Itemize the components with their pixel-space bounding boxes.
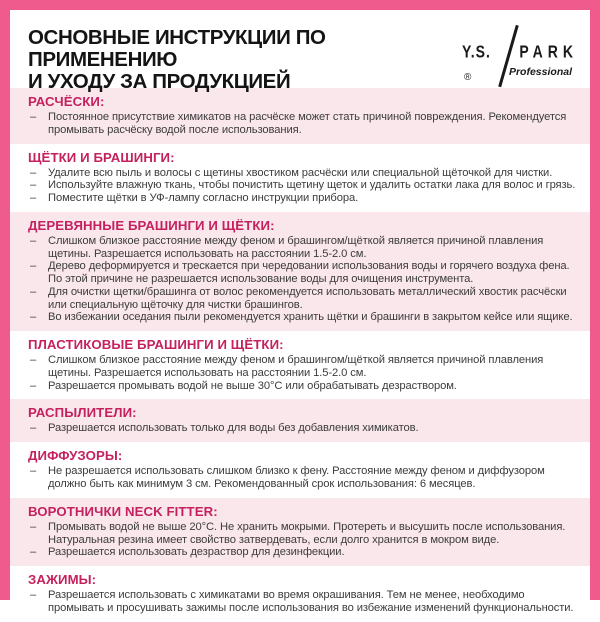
bullet-dash: –: [30, 111, 37, 123]
bullet-dash: –: [30, 166, 37, 179]
logo-ys-text: Y.S.: [462, 41, 491, 61]
bullet-dash: –: [30, 465, 37, 478]
bullet-dash: –: [30, 234, 37, 247]
section-heading: ДИФФУЗОРЫ:: [28, 448, 123, 464]
bullet-dash: –: [30, 285, 37, 298]
section-items: [28, 235, 576, 324]
section: [10, 566, 590, 622]
bullet-dash: –: [30, 589, 37, 602]
list-item-text: Разрешается промывать водой не выше 30°C или обрабатывать дезраствором.: [48, 379, 457, 392]
list-item: [28, 260, 576, 286]
section-items: [28, 589, 576, 615]
list-item-text: Слишком близкое расстояние между феном и брашингом/щёткой является причиной плавления щетины. Разрешается использовать на расстоянии 1.5-2.0 см.: [48, 354, 544, 379]
section-heading: РАСЧЁСКИ:: [28, 94, 105, 109]
list-item: [28, 521, 576, 547]
list-item-text: Разрешается использовать только для воды без добавления химикатов.: [48, 422, 419, 435]
sections: [10, 88, 590, 622]
ys-park-logo: [462, 25, 578, 87]
list-item-text: Удалите всю пыль и волосы с щетины хвостиком расчёски или специальной щёточкой для чистки.: [48, 166, 553, 179]
list-item-text: Слишком близкое расстояние между феном и брашингом/щёткой является причиной плавления щетины. Разрешается использовать на расстоянии 1.5-2.0 см.: [48, 234, 544, 260]
list-item: [28, 465, 576, 491]
section-heading: ВОРОТНИЧКИ NECK FITTER:: [28, 503, 218, 519]
bullet-dash: –: [30, 179, 37, 192]
section-items: [28, 167, 576, 205]
list-item: [28, 546, 576, 559]
section: [10, 442, 590, 498]
section: [10, 498, 590, 566]
list-item: [28, 311, 576, 324]
list-item: [28, 422, 576, 435]
list-item: [28, 167, 576, 180]
section: [10, 88, 590, 144]
section-heading: РАСПЫЛИТЕЛИ:: [28, 405, 137, 421]
list-item: [28, 589, 576, 615]
page-title-line2: И УХОДУ ЗА ПРОДУКЦИЕЙ: [28, 69, 291, 93]
section: [10, 331, 590, 399]
instruction-sheet: [10, 10, 590, 614]
bullet-dash: –: [30, 520, 37, 533]
list-item-text: Для очистки щетки/брашинга от волос рекомендуется использовать металлический хвостик расчёски или специальную щёточку для чистки брашингов.: [48, 285, 567, 311]
bullet-dash: –: [30, 379, 37, 392]
section-heading: ЗАЖИМЫ:: [28, 572, 97, 588]
list-item-text: Разрешается использовать с химикатами во время окрашивания. Тем не менее, необходимо промывать и просушивать зажимы после использования во избежание изменений функциональности.: [48, 589, 574, 614]
list-item-text: Не разрешается использовать слишком близко к фену. Расстояние между феном и диффузором должно быть как минимум 3 см. Рекомендованный срок использования: 6 месяцев.: [48, 465, 545, 491]
list-item-text: Дерево деформируется и трескается при чередовании использования воды и горячего воздуха фена. По этой причине не разрешается использование воды для очищения инструмента.: [48, 260, 570, 286]
section-heading: ДЕРЕВЯННЫЕ БРАШИНГИ И ЩЁТКИ:: [28, 217, 275, 233]
bullet-dash: –: [30, 311, 37, 324]
list-item-text: Разрешается использовать дезраствор для дезинфекции.: [48, 546, 345, 559]
list-item: [28, 192, 576, 205]
section-items: [28, 465, 576, 491]
list-item: [28, 286, 576, 312]
page-title-line1: ОСНОВНЫЕ ИНСТРУКЦИИ ПО ПРИМЕНЕНИЮ: [28, 26, 326, 71]
section-heading: ПЛАСТИКОВЫЕ БРАШИНГИ И ЩЁТКИ:: [28, 337, 284, 353]
section: [10, 399, 590, 442]
list-item-text: Промывать водой не выше 20°C. Не хранить мокрыми. Протереть и высушить после использования. Натуральная резина имеет свойство затвердевать, если долго хранится в мокром виде.: [48, 520, 566, 546]
section: [10, 212, 590, 331]
section-items: [28, 422, 576, 435]
list-item: [28, 380, 576, 393]
list-item-text: Поместите щётки в УФ-лампу согласно инструкции прибора.: [48, 192, 359, 205]
bullet-dash: –: [30, 192, 37, 205]
section-items: [28, 111, 576, 137]
bullet-dash: –: [30, 422, 37, 435]
list-item-text: Используйте влажную ткань, чтобы почистить щетину щеток и удалить остатки лака для волос и грязь.: [48, 179, 576, 192]
registered-trademark-symbol: ®: [464, 72, 472, 83]
section-items: [28, 521, 576, 559]
list-item: [28, 111, 576, 137]
list-item: [28, 179, 576, 192]
section: [10, 144, 590, 212]
logo-park-text: PARK: [519, 41, 578, 61]
list-item: [28, 354, 576, 380]
list-item-text: Во избежании оседания пыли рекомендуется хранить щётки и брашинги в закрытом кейсе или ящике.: [48, 311, 573, 324]
logo-professional-text: Professional: [508, 66, 572, 78]
list-item: [28, 235, 576, 261]
section-items: [28, 354, 576, 392]
header: [10, 10, 590, 93]
bullet-dash: –: [30, 354, 37, 367]
bullet-dash: –: [30, 260, 37, 273]
section-heading: ЩЁТКИ И БРАШИНГИ:: [28, 149, 175, 165]
list-item-text: Постоянное присутствие химикатов на расчёске может стать причиной повреждения. Рекомендуется промывать расчёску водой после использования.: [48, 111, 567, 136]
page-title: [28, 27, 462, 93]
bullet-dash: –: [30, 546, 37, 559]
